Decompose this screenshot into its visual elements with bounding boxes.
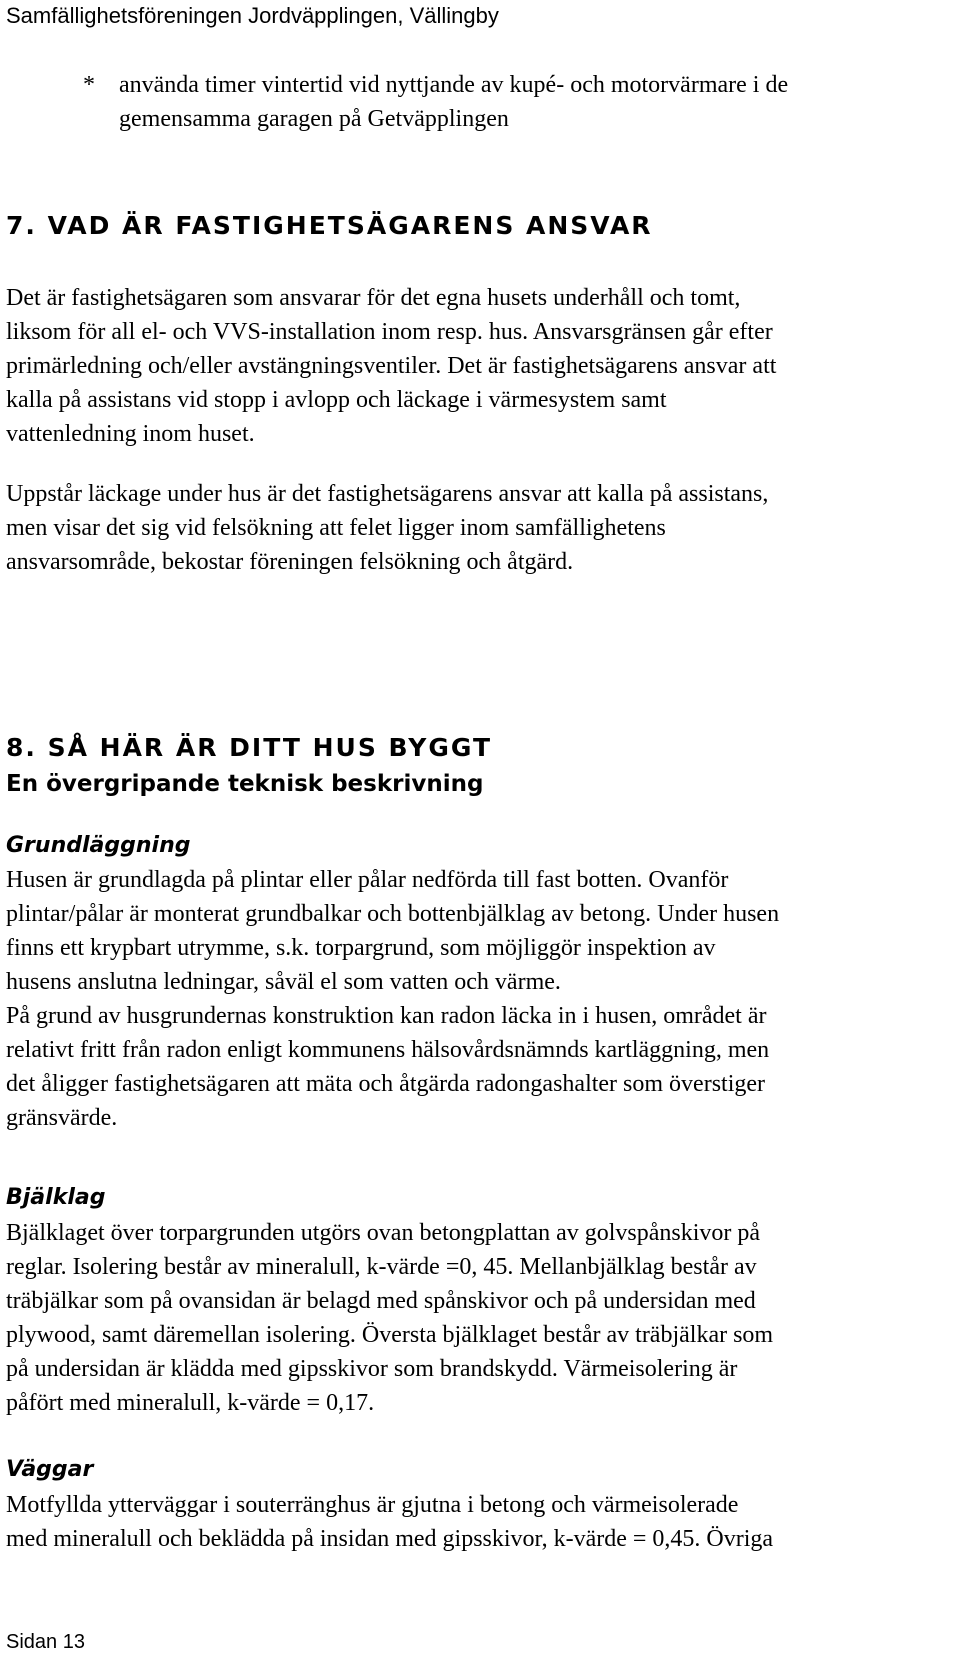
text-line: husens anslutna ledningar, såväl el som vatten och värme.: [6, 969, 561, 995]
section-8-heading: 8. SÅ HÄR ÄR DITT HUS BYGGT: [6, 733, 492, 762]
text-line: det åligger fastighetsägaren att mäta och åtgärda radongashalter som överstiger: [6, 1071, 766, 1097]
text-line: gränsvärde.: [6, 1105, 118, 1131]
text-line: men visar det sig vid felsökning att felet ligger inom samfällighetens: [6, 515, 666, 541]
text-line: vattenledning inom huset.: [6, 421, 255, 447]
text-line: Husen är grundlagda på plintar eller pålar nedförda till fast botten. Ovanför: [6, 867, 729, 893]
text-line: påfört med mineralull, k-värde = 0,17.: [6, 1390, 375, 1416]
bullet-marker: *: [83, 72, 95, 98]
text-line: kalla på assistans vid stopp i avlopp och läckage i värmesystem samt: [6, 387, 667, 413]
bjalklag-heading: Bjälklag: [6, 1185, 106, 1210]
text-line: gemensamma garagen på Getväpplingen: [119, 106, 509, 132]
text-line: Uppstår läckage under hus är det fastighetsägarens ansvar att kalla på assistans,: [6, 481, 769, 507]
document-header: Samfällighetsföreningen Jordväpplingen, Vällingby: [6, 3, 499, 28]
text-line: använda timer vintertid vid nyttjande av kupé- och motorvärmare i de: [119, 72, 789, 98]
vaggar-heading: Väggar: [6, 1457, 94, 1482]
section-7-paragraph-1: [6, 281, 776, 451]
text-line: Motfyllda ytterväggar i souterränghus är gjutna i betong och värmeisolerade: [6, 1492, 739, 1518]
text-line: liksom för all el- och VVS-installation inom resp. hus. Ansvarsgränsen går efter: [6, 319, 773, 345]
text-line: Bjälklaget över torpargrunden utgörs ovan betongplattan av golvspånskivor på: [6, 1220, 761, 1246]
grundlaggning-paragraph: [6, 863, 779, 1135]
text-line: plintar/pålar är monterat grundbalkar och bottenbjälklag av betong. Under husen: [6, 901, 780, 927]
text-line: Det är fastighetsägaren som ansvarar för det egna husets underhåll och tomt,: [6, 285, 741, 311]
section-8-subheading: En övergripande teknisk beskrivning: [6, 771, 484, 797]
text-line: reglar. Isolering består av mineralull, k-värde =0, 45. Mellanbjälklag består av: [6, 1254, 757, 1280]
bjalklag-paragraph: [6, 1216, 773, 1420]
text-line: plywood, samt däremellan isolering. Översta bjälklaget består av träbjälkar som: [6, 1322, 774, 1348]
text-line: träbjälkar som på ovansidan är belagd med spånskivor och på undersidan med: [6, 1288, 756, 1314]
text-line: På grund av husgrundernas konstruktion kan radon läcka in i husen, området är: [6, 1003, 767, 1029]
bullet-text: [119, 68, 788, 136]
text-line: ansvarsområde, bekostar föreningen felsökning och åtgärd.: [6, 549, 574, 575]
page-number: Sidan 13: [6, 1631, 85, 1653]
vaggar-paragraph: [6, 1488, 773, 1556]
text-line: primärledning och/eller avstängningsventiler. Det är fastighetsägarens ansvar att: [6, 353, 777, 379]
text-line: relativt fritt från radon enligt kommunens hälsovårdsnämnds kartläggning, men: [6, 1037, 770, 1063]
text-line: på undersidan är klädda med gipsskivor som brandskydd. Värmeisolering är: [6, 1356, 738, 1382]
section-7-heading: 7. VAD ÄR FASTIGHETSÄGARENS ANSVAR: [6, 211, 653, 240]
text-line: med mineralull och beklädda på insidan med gipsskivor, k-värde = 0,45. Övriga: [6, 1526, 774, 1552]
grundlaggning-heading: Grundläggning: [6, 833, 191, 858]
section-7-paragraph-2: [6, 477, 768, 579]
text-line: finns ett krypbart utrymme, s.k. torpargrund, som möjliggör inspektion av: [6, 935, 716, 961]
